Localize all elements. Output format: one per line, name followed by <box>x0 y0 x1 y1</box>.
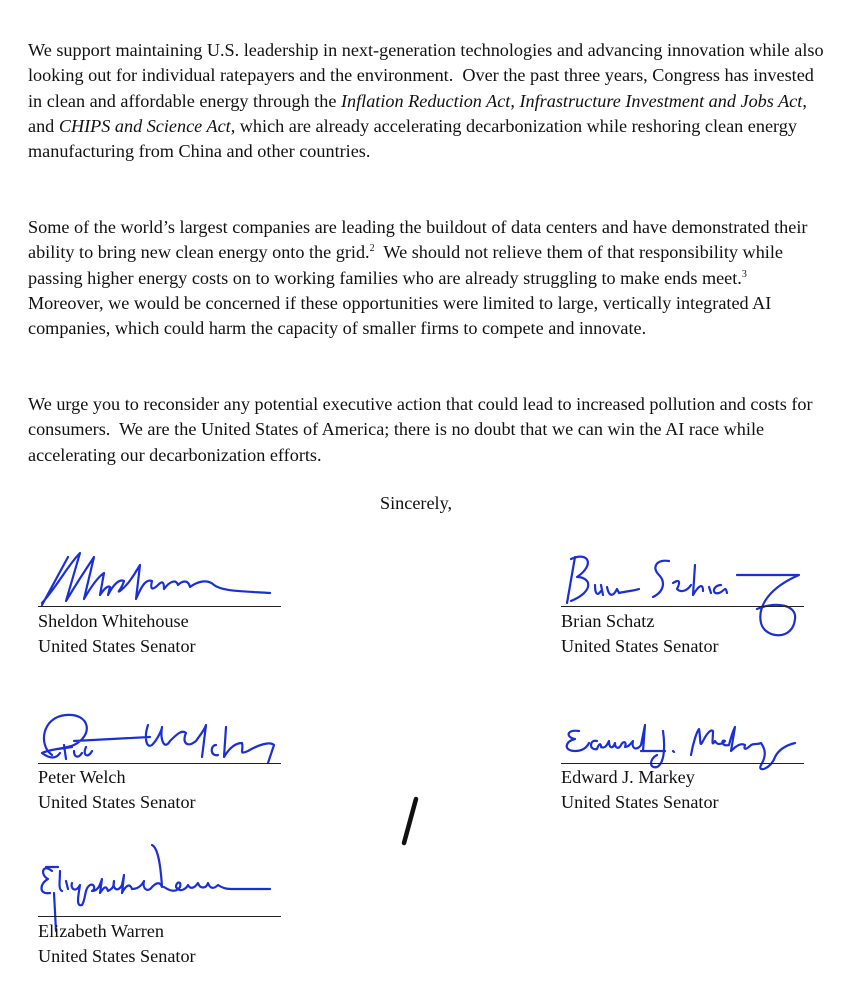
signatory-name: Sheldon Whitehouse <box>38 611 189 631</box>
handwritten-signature-icon <box>38 545 283 607</box>
signatory-title: United States Senator <box>38 792 196 812</box>
text-segment: , and <box>28 90 807 136</box>
text-segment: We urge you to reconsider any potential executive action that could lead to increased pollution and costs for consumers. We are the United States of America; there is no doubt that we can win the AI race while accelerating our decarbonization efforts. <box>28 394 813 465</box>
pen-mark-icon <box>396 795 426 847</box>
paragraph-1 <box>28 38 828 164</box>
signatory-title: United States Senator <box>561 792 719 812</box>
act-title: CHIPS and Science Act <box>58 115 231 136</box>
signatory-name: Edward J. Markey <box>561 767 695 787</box>
text-segment: We support maintaining U.S. leadership in next-generation technologies and advancing innovation while also looking out for individual ratepayers and the environment. Over the past three years, Congress has invested in clean and affordable energy through the <box>28 40 824 111</box>
act-title: Infrastructure Investment and Jobs Act <box>519 90 803 111</box>
signatory-title: United States Senator <box>561 636 719 656</box>
signatory-name: Brian Schatz <box>561 611 655 631</box>
signatory-title: United States Senator <box>38 636 196 656</box>
text-segment: , which are already accelerating decarbonization while reshoring clean energy manufacturing from China and other countries. <box>28 115 797 162</box>
text-segment: Some of the world’s largest companies are leading the buildout of data centers and have demonstrated their ability to bring new clean energy onto the grid. <box>28 217 808 263</box>
closing: Sincerely, <box>380 493 453 513</box>
text-segment: Moreover, we would be concerned if these opportunities were limited to large, vertically integrated AI companies, which could harm the capacity of smaller firms to compete and innovate. <box>28 267 772 339</box>
footnote-ref: 2 <box>369 243 375 255</box>
handwritten-signature-icon <box>38 845 283 925</box>
paragraph-2 <box>28 215 828 341</box>
signatory-name: Elizabeth Warren <box>38 921 164 941</box>
signatory-name: Peter Welch <box>38 767 126 787</box>
signatory-title: United States Senator <box>38 946 196 966</box>
text-segment: , <box>510 90 520 111</box>
footnote-ref: 3 <box>741 268 747 280</box>
text-segment: We should not relieve them of that responsibility while passing higher energy costs on to working families who are already struggling to make ends meet. <box>28 242 783 288</box>
act-title: Inflation Reduction Act <box>340 90 511 111</box>
handwritten-signature-icon <box>38 705 283 767</box>
paragraph-3 <box>28 392 828 468</box>
